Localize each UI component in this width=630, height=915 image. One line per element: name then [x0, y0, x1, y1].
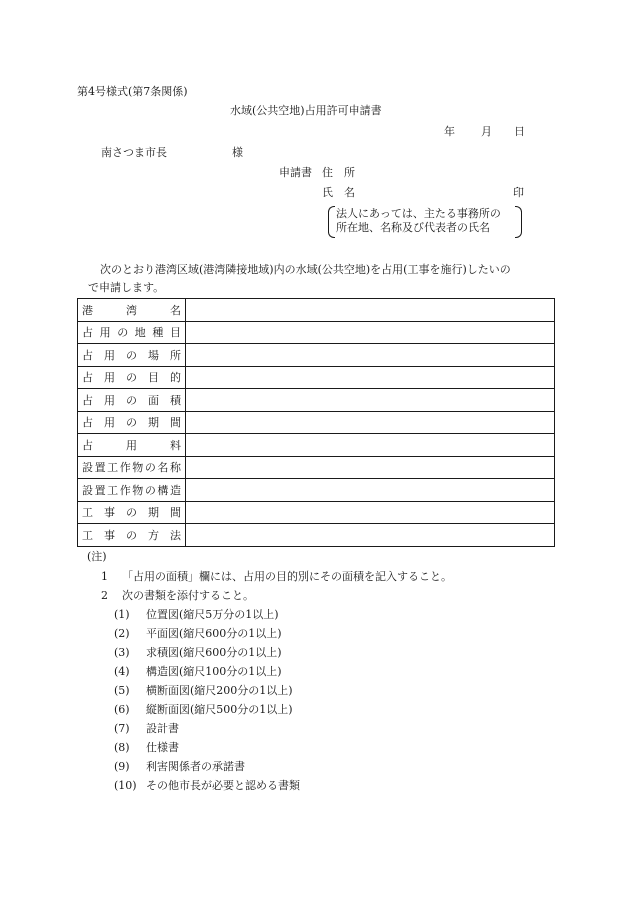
table-row [78, 321, 555, 344]
corporate-note-line1: 法人にあっては、主たる事務所の [336, 207, 501, 220]
table-row [78, 501, 555, 524]
note-text: 「占用の面積」欄には、占用の目的別にその面積を記入すること。 [122, 570, 452, 583]
form-number: 第4号様式(第7条関係) [77, 85, 188, 98]
row-value-field[interactable] [186, 389, 555, 412]
attachment-item: 設計書 [146, 722, 179, 735]
seal-mark: 印 [513, 186, 524, 199]
date-year-label: 年 [444, 125, 455, 138]
attachment-number: (5) [114, 684, 130, 697]
attachment-item: 構造図(縮尺100分の1以上) [146, 665, 282, 678]
table-row [78, 434, 555, 457]
row-value-field[interactable] [186, 456, 555, 479]
row-value-field[interactable] [186, 366, 555, 389]
row-label: 工事の方法 [78, 524, 186, 547]
date-month-label: 月 [481, 125, 492, 138]
address-label: 住 所 [322, 166, 355, 179]
right-bracket [515, 206, 522, 238]
row-value-field[interactable] [186, 524, 555, 547]
attachment-number: (3) [114, 646, 130, 659]
note-text: 次の書類を添付すること。 [122, 589, 254, 602]
attachment-number: (10) [114, 779, 137, 792]
table-row [78, 389, 555, 412]
table-row [78, 366, 555, 389]
left-bracket [328, 206, 335, 238]
row-value-field[interactable] [186, 411, 555, 434]
table-row [78, 479, 555, 502]
corporate-note-line2: 所在地、名称及び代表者の氏名 [336, 221, 490, 234]
row-label: 占用の場所 [78, 344, 186, 367]
attachment-item: 利害関係者の承諾書 [146, 760, 245, 773]
row-value-field[interactable] [186, 479, 555, 502]
addressee: 南さつま市長 [101, 146, 167, 159]
row-label: 港湾名 [78, 299, 186, 322]
name-label: 氏 名 [322, 186, 355, 199]
attachment-number: (6) [114, 703, 130, 716]
attachment-item: その他市長が必要と認める書類 [146, 779, 300, 792]
attachment-item: 縦断面図(縮尺500分の1以上) [146, 703, 293, 716]
row-label: 占用の目的 [78, 366, 186, 389]
page-title: 水域(公共空地)占用許可申請書 [230, 104, 382, 117]
corporate-note [328, 206, 522, 236]
row-value-field[interactable] [186, 321, 555, 344]
notes-heading: (注) [87, 550, 107, 563]
row-value-field[interactable] [186, 299, 555, 322]
attachment-number: (8) [114, 741, 130, 754]
attachment-item: 位置図(縮尺5万分の1以上) [146, 608, 279, 621]
attachment-number: (9) [114, 760, 130, 773]
attachment-number: (4) [114, 665, 130, 678]
honorific: 様 [232, 146, 243, 159]
attachment-item: 仕様書 [146, 741, 179, 754]
table-row [78, 456, 555, 479]
row-label: 工事の期間 [78, 501, 186, 524]
attachment-number: (1) [114, 608, 130, 621]
table-row [78, 299, 555, 322]
date-day-label: 日 [514, 125, 525, 138]
row-value-field[interactable] [186, 501, 555, 524]
row-label: 占用の地種目 [78, 321, 186, 344]
application-table [77, 298, 555, 547]
attachment-number: (2) [114, 627, 130, 640]
row-label: 設置工作物の名称 [78, 456, 186, 479]
row-label: 設置工作物の構造 [78, 479, 186, 502]
request-text-line1: 次のとおり港湾区域(港湾隣接地域)内の水域(公共空地)を占用(工事を施行)したいの [100, 263, 511, 276]
table-row [78, 411, 555, 434]
note-number: 2 [101, 589, 108, 602]
attachment-item: 横断面図(縮尺200分の1以上) [146, 684, 293, 697]
table-row [78, 344, 555, 367]
row-label: 占用の面積 [78, 389, 186, 412]
note-number: 1 [101, 570, 108, 583]
table-row [78, 524, 555, 547]
attachment-number: (7) [114, 722, 130, 735]
attachment-item: 平面図(縮尺600分の1以上) [146, 627, 282, 640]
applicant-label: 申請書 [279, 166, 312, 179]
row-value-field[interactable] [186, 434, 555, 457]
row-label: 占用の期間 [78, 411, 186, 434]
row-value-field[interactable] [186, 344, 555, 367]
attachment-item: 求積図(縮尺600分の1以上) [146, 646, 282, 659]
request-text-line2: で申請します。 [88, 281, 165, 294]
row-label: 占用料 [78, 434, 186, 457]
